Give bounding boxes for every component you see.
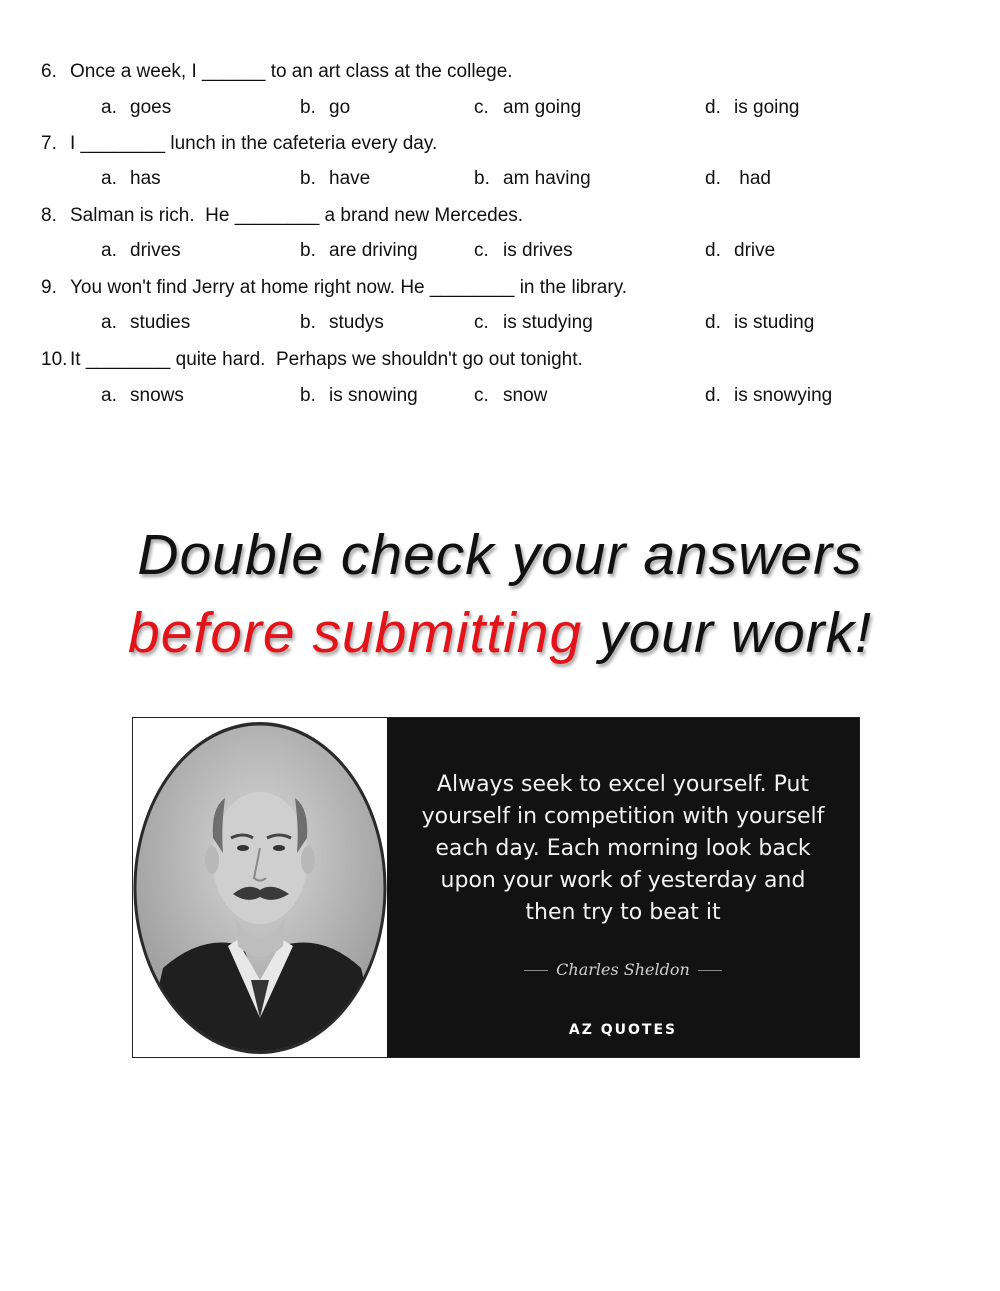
question-prompt: Salman is rich. He ________ a brand new Mercedes. [70, 205, 524, 226]
option-c[interactable]: c. is drives [474, 240, 573, 261]
option-c[interactable]: c. snow [474, 385, 548, 406]
option-a[interactable]: a. drives [101, 240, 181, 261]
reminder-line-2 [0, 600, 1000, 666]
question-number: 6. [41, 61, 57, 82]
option-d[interactable]: d. is studing [705, 312, 815, 333]
dash-left [524, 970, 548, 971]
option-d[interactable]: d. is snowying [705, 385, 833, 406]
reminder-line-1: Double check your answers [137, 523, 863, 587]
question-7 [41, 133, 437, 155]
dash-right [698, 970, 722, 971]
option-c[interactable]: b. am having [474, 168, 591, 189]
question-number: 8. [41, 205, 57, 226]
option-a[interactable]: a. snows [101, 385, 184, 406]
option-a[interactable]: a. studies [101, 312, 191, 333]
option-d[interactable]: d. drive [705, 240, 776, 261]
option-b[interactable]: b. go [300, 97, 351, 118]
option-a[interactable]: a. has [101, 168, 161, 189]
quote-text: Always seek to excel yourself. Put yourself in competition with yourself each day. Each morning look back upon your work of yesterday and then try to beat it [421, 772, 825, 925]
option-a[interactable]: a. goes [101, 97, 172, 118]
option-b[interactable]: b. studys [300, 312, 384, 333]
brand-logo: AZ QUOTES [568, 1022, 678, 1038]
question-prompt: You won't find Jerry at home right now. He ________ in the library. [70, 277, 628, 298]
option-b[interactable]: b. are driving [300, 240, 418, 261]
question-prompt: Once a week, I ______ to an art class at the college. [70, 61, 513, 82]
option-c[interactable]: c. am going [474, 97, 582, 118]
question-number: 7. [41, 133, 57, 154]
author-name: Charles Sheldon [556, 960, 690, 979]
portrait-illustration [133, 718, 387, 1057]
question-number: 9. [41, 277, 57, 298]
question-9 [41, 277, 627, 299]
portrait-image [133, 718, 387, 1057]
question-6 [41, 61, 513, 83]
option-c[interactable]: c. is studying [474, 312, 593, 333]
reminder-rest: your work! [582, 601, 872, 665]
quote-card [132, 717, 860, 1058]
option-b[interactable]: b. is snowing [300, 385, 418, 406]
question-prompt: It ________ quite hard. Perhaps we shouldn't go out tonight. [70, 349, 583, 370]
question-prompt: I ________ lunch in the cafeteria every day. [70, 133, 438, 154]
option-b[interactable]: b. have [300, 168, 371, 189]
option-d[interactable]: d. had [705, 168, 771, 189]
quote-panel [387, 718, 859, 1057]
question-number: 10. [41, 349, 68, 370]
reminder-highlight: before submitting [128, 601, 583, 665]
question-8 [41, 205, 523, 227]
question-10 [41, 349, 583, 371]
quote-author [387, 960, 859, 979]
option-d[interactable]: d. is going [705, 97, 800, 118]
